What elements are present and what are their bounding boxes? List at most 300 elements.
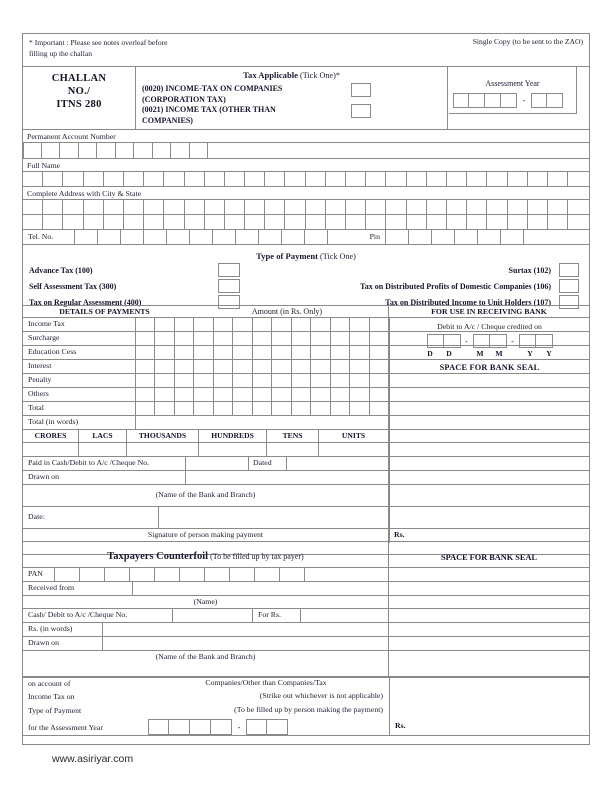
date-field[interactable] [59,507,159,528]
pin-cells[interactable] [386,230,524,244]
amount-digit-box[interactable] [370,332,388,345]
address-box[interactable] [225,215,245,229]
address-box[interactable] [23,200,43,214]
address-box[interactable] [144,215,164,229]
checkbox-distributed-profits-106[interactable] [559,279,579,293]
payment-row-amount[interactable] [136,374,389,387]
pan-box[interactable] [116,143,135,159]
payment-row-label: Surcharge [23,332,136,345]
tel-box[interactable] [98,230,121,244]
type-of-payment-row [23,262,589,278]
counterfoil-pan-box[interactable] [155,568,180,581]
payment-row-amount[interactable] [136,388,389,401]
amount-digit-box[interactable] [350,332,369,345]
amount-digit-box[interactable] [214,388,233,401]
amount-digit-box[interactable] [272,360,291,373]
address-box[interactable] [548,215,568,229]
full-name-box[interactable] [185,172,205,186]
amount-digit-box[interactable] [155,360,174,373]
details-header-row [23,305,589,318]
amount-digit-box[interactable] [175,346,194,359]
date-dash: - [511,336,514,346]
full-name-box[interactable] [487,172,507,186]
drawn-on-field[interactable] [186,471,389,484]
pan-box[interactable] [97,143,116,159]
full-name-box[interactable] [508,172,528,186]
amount-digit-box[interactable] [311,360,330,373]
address-box[interactable] [43,200,63,214]
tel-box[interactable] [75,230,98,244]
full-name-box[interactable] [43,172,63,186]
amount-digit-box[interactable] [370,388,388,401]
amount-digit-box[interactable] [214,402,233,415]
address-box[interactable] [407,200,427,214]
ay-dash: - [522,96,526,105]
amount-digit-box[interactable] [155,346,174,359]
amount-digit-box[interactable] [175,360,194,373]
address-box[interactable] [346,215,366,229]
amount-digit-box[interactable] [331,318,350,331]
counterfoil-title [23,545,389,567]
option-0020-line2: (CORPORATION TAX) [142,94,226,104]
amount-digit-box[interactable] [350,318,369,331]
payment-row-label: Total [23,402,136,415]
seal-area-spacer [389,568,589,581]
address-box[interactable] [346,200,366,214]
address-box[interactable] [447,200,467,214]
amount-digit-box[interactable] [194,402,213,415]
address-box[interactable] [265,215,285,229]
full-name-box[interactable] [63,172,83,186]
amount-digit-box[interactable] [272,374,291,387]
address-box[interactable] [265,200,285,214]
address-box[interactable] [427,215,447,229]
address-box[interactable] [23,215,43,229]
tel-box[interactable] [144,230,167,244]
full-name-box[interactable] [205,172,225,186]
year-group[interactable] [519,334,553,348]
full-name-box[interactable] [427,172,447,186]
amount-digit-box[interactable] [292,332,311,345]
address-box[interactable] [104,215,124,229]
address-box[interactable] [487,200,507,214]
on-account-of-row [23,677,589,691]
amount-digit-box[interactable] [311,388,330,401]
counterfoil-drawn-on-field[interactable] [103,637,389,650]
address-box[interactable] [124,200,144,214]
identity-section [23,130,589,245]
address-box[interactable] [366,200,386,214]
amount-digit-box[interactable] [272,346,291,359]
amount-digit-box[interactable] [233,374,252,387]
amount-digit-box[interactable] [253,332,272,345]
month-group[interactable] [473,334,507,348]
full-name-box[interactable] [346,172,366,186]
address-input-row-1[interactable] [23,200,589,215]
full-name-box[interactable] [144,172,164,186]
amount-digit-box[interactable] [194,360,213,373]
checkbox-surtax-102[interactable] [559,263,579,277]
payment-row-amount[interactable] [136,332,389,345]
full-name-input-row[interactable] [23,172,589,187]
tel-box[interactable] [167,230,190,244]
amount-digit-box[interactable] [136,346,155,359]
address-box[interactable] [568,200,588,214]
address-box[interactable] [43,215,63,229]
address-box[interactable] [407,215,427,229]
denom-input-lacs[interactable] [79,443,127,456]
amount-digit-box[interactable] [331,388,350,401]
full-name-box[interactable] [265,172,285,186]
amount-digit-box[interactable] [370,402,388,415]
address-box[interactable] [487,215,507,229]
address-input-row-2[interactable] [23,215,589,230]
full-name-box[interactable] [568,172,588,186]
address-box[interactable] [84,200,104,214]
address-box[interactable] [366,215,386,229]
amount-digit-box[interactable] [272,332,291,345]
address-box[interactable] [306,200,326,214]
amount-digit-box[interactable] [214,332,233,345]
full-name-box[interactable] [528,172,548,186]
cf-ay-box[interactable] [190,719,211,735]
tel-box[interactable] [305,230,328,244]
counterfoil-ay-input[interactable] [148,719,288,735]
date-label: Date: [28,512,45,521]
denom-input-hundreds[interactable] [199,443,267,456]
pan-cells[interactable] [23,143,208,159]
denom-input-units[interactable] [319,443,389,456]
amount-digit-box[interactable] [253,388,272,401]
address-box[interactable] [326,200,346,214]
amount-digit-box[interactable] [233,402,252,415]
counterfoil-pan-row[interactable] [23,567,589,582]
pin-box[interactable] [432,230,455,244]
pan-box[interactable] [134,143,153,159]
amount-digit-box[interactable] [175,332,194,345]
denom-tens: TENS [267,430,319,442]
amount-digit-box[interactable] [233,388,252,401]
month-box[interactable] [490,334,507,348]
amount-digit-box[interactable] [370,374,388,387]
ay-box[interactable] [485,93,501,108]
amount-digit-box[interactable] [311,374,330,387]
seal-area-spacer [389,623,589,636]
amount-digit-box[interactable] [136,388,155,401]
amount-digit-box[interactable] [331,346,350,359]
address-box[interactable] [386,200,406,214]
full-name-box[interactable] [124,172,144,186]
amount-digit-box[interactable] [311,332,330,345]
pin-box[interactable] [455,230,478,244]
ay-box[interactable] [501,93,517,108]
full-name-box[interactable] [467,172,487,186]
checkbox-self-assessment-300[interactable] [218,279,240,293]
amount-digit-box[interactable] [136,374,155,387]
payment-row-amount[interactable] [136,346,389,359]
address-box[interactable] [285,200,305,214]
tel-box[interactable] [213,230,236,244]
amount-digit-box[interactable] [175,402,194,415]
credit-date-input[interactable] [390,334,589,348]
address-box[interactable] [508,215,528,229]
tel-cells[interactable] [75,230,328,244]
amount-digit-box[interactable] [175,388,194,401]
address-box[interactable] [467,215,487,229]
amount-digit-box[interactable] [272,388,291,401]
checkbox-tax-applicable-0020[interactable] [351,83,371,97]
address-box[interactable] [306,215,326,229]
pan-box[interactable] [60,143,79,159]
full-name-box[interactable] [285,172,305,186]
pan-box[interactable] [153,143,172,159]
pan-box[interactable] [79,143,98,159]
cf-ay-box[interactable] [169,719,190,735]
amount-digit-box[interactable] [292,374,311,387]
denom-input-crores[interactable] [23,443,79,456]
payment-row-amount[interactable] [136,402,389,415]
amount-digit-box[interactable] [194,388,213,401]
checkbox-tax-applicable-0021[interactable] [351,104,371,118]
pin-box[interactable] [478,230,501,244]
address-box[interactable] [164,215,184,229]
cheque-no-field[interactable] [186,457,249,470]
address-box[interactable] [528,215,548,229]
full-name-box[interactable] [366,172,386,186]
pan-box[interactable] [190,143,209,159]
amount-digit-box[interactable] [272,402,291,415]
address-box[interactable] [386,215,406,229]
address-box[interactable] [164,200,184,214]
amount-digit-box[interactable] [175,318,194,331]
full-name-box[interactable] [225,172,245,186]
tel-box[interactable] [282,230,305,244]
for-rs-field[interactable] [301,609,389,622]
amount-digit-box[interactable] [194,374,213,387]
amount-digit-box[interactable] [233,346,252,359]
amount-digit-box[interactable] [331,360,350,373]
pan-input-row[interactable] [23,143,589,159]
address-box[interactable] [245,215,265,229]
full-name-box[interactable] [245,172,265,186]
address-box[interactable] [225,200,245,214]
amount-digit-box[interactable] [155,388,174,401]
address-box[interactable] [326,215,346,229]
amount-digit-box[interactable] [350,374,369,387]
counterfoil-pan-box[interactable] [180,568,205,581]
amount-digit-box[interactable] [214,374,233,387]
cf-ay-box[interactable] [267,719,288,735]
amount-digit-box[interactable] [214,346,233,359]
amount-digit-box[interactable] [292,346,311,359]
amount-digit-box[interactable] [214,318,233,331]
amount-digit-box[interactable] [292,388,311,401]
address-box[interactable] [124,215,144,229]
amount-digit-box[interactable] [136,332,155,345]
tax-applicable-option-0021 [142,105,342,126]
address-box[interactable] [185,200,205,214]
amount-digit-box[interactable] [350,388,369,401]
ay-box[interactable] [531,93,547,108]
checkbox-advance-tax-100[interactable] [218,263,240,277]
address-box[interactable] [104,200,124,214]
full-name-box[interactable] [84,172,104,186]
counterfoil-pan-box[interactable] [130,568,155,581]
payment-row-amount[interactable] [136,360,389,373]
amount-digit-box[interactable] [370,318,388,331]
amount-digit-box[interactable] [292,318,311,331]
received-from-field[interactable] [133,582,389,595]
full-name-box[interactable] [306,172,326,186]
address-box[interactable] [447,215,467,229]
full-name-box[interactable] [104,172,124,186]
address-box[interactable] [205,215,225,229]
pan-label-row [23,130,589,143]
counterfoil-pan-box[interactable] [280,568,305,581]
amount-digit-box[interactable] [175,374,194,387]
amount-digit-box[interactable] [194,346,213,359]
amount-digit-box[interactable] [311,346,330,359]
amount-digit-box[interactable] [253,360,272,373]
counterfoil-pan-box[interactable] [255,568,280,581]
full-name-box[interactable] [326,172,346,186]
tel-pin-row[interactable] [23,230,589,245]
month-box[interactable] [473,334,490,348]
ay-box[interactable] [547,93,563,108]
address-box[interactable] [285,215,305,229]
counterfoil-pan-cells[interactable] [55,568,305,581]
amount-digit-box[interactable] [233,318,252,331]
year-box[interactable] [536,334,553,348]
amount-digit-box[interactable] [155,374,174,387]
tel-box[interactable] [236,230,259,244]
denom-input-thousands[interactable] [127,443,199,456]
tel-box[interactable] [190,230,213,244]
amount-digit-box[interactable] [194,332,213,345]
amount-digit-box[interactable] [214,360,233,373]
full-name-box[interactable] [548,172,568,186]
cash-debit-label: Cash/ Debit to A/c /Cheque No. [23,609,173,622]
amount-digit-box[interactable] [350,346,369,359]
address-box[interactable] [205,200,225,214]
amount-digit-box[interactable] [331,402,350,415]
amount-digit-box[interactable] [136,318,155,331]
amount-digit-box[interactable] [350,402,369,415]
counterfoil-title-row [23,545,589,567]
address-box[interactable] [245,200,265,214]
payment-row-amount[interactable] [136,318,389,331]
amount-digit-box[interactable] [136,360,155,373]
amount-digit-box[interactable] [253,318,272,331]
rs-in-words-field[interactable] [103,623,389,636]
amount-digit-box[interactable] [311,318,330,331]
amount-digit-box[interactable] [331,332,350,345]
counterfoil-pan-box[interactable] [55,568,80,581]
day-group[interactable] [427,334,461,348]
date-dash: - [465,336,468,346]
address-box[interactable] [548,200,568,214]
amount-digit-box[interactable] [370,346,388,359]
amount-digit-box[interactable] [155,332,174,345]
cf-ay-box[interactable] [148,719,169,735]
letter-d: D [427,349,433,358]
amount-digit-box[interactable] [272,318,291,331]
amount-digit-box[interactable] [233,360,252,373]
ay-box[interactable] [453,93,469,108]
address-box[interactable] [144,200,164,214]
day-box[interactable] [444,334,461,348]
address-box[interactable] [427,200,447,214]
amount-digit-box[interactable] [370,360,388,373]
address-box[interactable] [84,215,104,229]
amount-digit-box[interactable] [311,402,330,415]
cf-ay-box[interactable] [246,719,267,735]
full-name-box[interactable] [407,172,427,186]
debit-to-account-label: Debit to A/c / Cheque credited on [437,322,542,331]
amount-digit-box[interactable] [194,318,213,331]
pan-box[interactable] [171,143,190,159]
cash-debit-field[interactable] [173,609,253,622]
day-box[interactable] [427,334,444,348]
cf-ay-box[interactable] [211,719,232,735]
pin-box[interactable] [501,230,524,244]
amount-digit-box[interactable] [292,402,311,415]
tel-box[interactable] [121,230,144,244]
amount-digit-box[interactable] [331,374,350,387]
amount-digit-box[interactable] [253,374,272,387]
year-box[interactable] [519,334,536,348]
counterfoil-pan-box[interactable] [205,568,230,581]
counterfoil-pan-box[interactable] [230,568,255,581]
address-box[interactable] [508,200,528,214]
amount-digit-box[interactable] [292,360,311,373]
amount-digit-box[interactable] [350,360,369,373]
ay-box[interactable] [469,93,485,108]
pan-box[interactable] [23,143,42,159]
full-name-box[interactable] [23,172,43,186]
address-box[interactable] [528,200,548,214]
dated-field[interactable] [287,457,389,470]
amount-digit-box[interactable] [253,346,272,359]
address-box[interactable] [185,215,205,229]
advance-tax-label: Advance Tax (100) [29,265,93,275]
amount-digit-box[interactable] [155,402,174,415]
challan-header-block [23,67,589,130]
counterfoil-bank-branch-row [23,651,589,677]
assessment-year-input[interactable] [453,93,563,108]
pin-box[interactable] [386,230,409,244]
amount-digit-box[interactable] [253,402,272,415]
pin-box[interactable] [409,230,432,244]
amount-digit-box[interactable] [233,332,252,345]
tel-box[interactable] [259,230,282,244]
full-name-box[interactable] [447,172,467,186]
total-in-words-field[interactable] [136,416,389,429]
address-box[interactable] [568,215,588,229]
address-box[interactable] [63,200,83,214]
amount-header: Amount (in Rs. Only) [186,306,389,317]
pan-box[interactable] [42,143,61,159]
amount-digit-box[interactable] [136,402,155,415]
full-name-box[interactable] [386,172,406,186]
address-box[interactable] [63,215,83,229]
counterfoil-pan-box[interactable] [80,568,105,581]
counterfoil-pan-box[interactable] [105,568,130,581]
address-box[interactable] [467,200,487,214]
full-name-box[interactable] [164,172,184,186]
amount-digit-box[interactable] [155,318,174,331]
denom-input-tens[interactable] [267,443,319,456]
